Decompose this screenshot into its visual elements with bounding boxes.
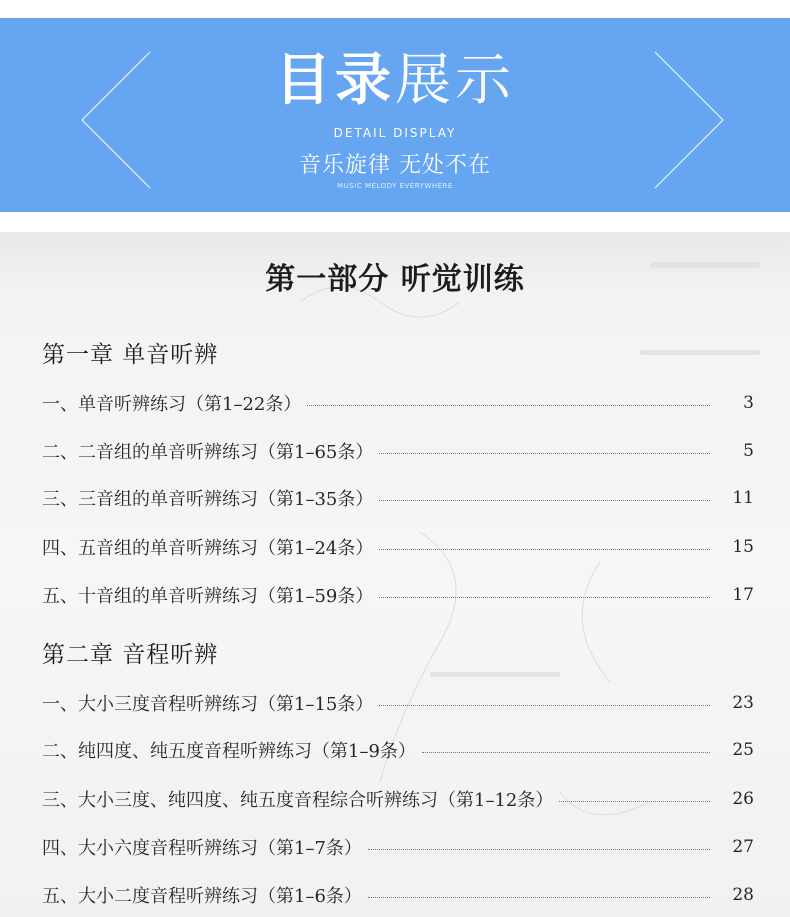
- toc-entry-page: 26: [732, 789, 754, 809]
- toc-entry[interactable]: [42, 582, 754, 608]
- dot-leader: [379, 549, 710, 550]
- part-title: 第一部分 听觉训练: [265, 262, 525, 297]
- toc-entry-label: 四、五音组的单音听辨练习（第1–24条）: [42, 538, 374, 559]
- toc-entry-page: 11: [732, 488, 754, 508]
- dot-leader: [368, 897, 710, 898]
- toc-entry-page: 3: [743, 393, 754, 413]
- header-banner: [0, 18, 790, 212]
- toc-entry-label: 二、二音组的单音听辨练习（第1–65条）: [42, 442, 374, 463]
- dot-leader: [559, 801, 710, 802]
- toc-entry-label: 二、纯四度、纯五度音程听辨练习（第1–9条）: [42, 741, 416, 762]
- toc-entry[interactable]: [42, 882, 754, 908]
- toc-entry[interactable]: [42, 786, 754, 812]
- toc-entry-page: 5: [743, 441, 754, 461]
- toc-entry-label: 四、大小六度音程听辨练习（第1–7条）: [42, 838, 362, 859]
- dot-leader: [368, 849, 710, 850]
- toc-entry-page: 17: [732, 585, 754, 605]
- toc-entry[interactable]: [42, 534, 754, 560]
- banner-slogan-en: MUSIC MELODY EVERYWHERE: [337, 182, 453, 190]
- toc-entry[interactable]: [42, 737, 754, 763]
- banner-title: [0, 46, 790, 116]
- banner-subtitle: DETAIL DISPLAY: [333, 126, 457, 140]
- toc-entry[interactable]: [42, 834, 754, 860]
- dot-leader: [307, 405, 710, 406]
- chapter-title: 第二章 音程听辨: [42, 642, 219, 668]
- toc-entry-label: 一、单音听辨练习（第1–22条）: [42, 394, 302, 415]
- toc-entry-label: 一、大小三度音程听辨练习（第1–15条）: [42, 694, 374, 715]
- toc-entry-label: 五、大小二度音程听辨练习（第1–6条）: [42, 886, 362, 907]
- toc-entry[interactable]: [42, 438, 754, 464]
- bleed-through-texture: [0, 232, 790, 917]
- toc-entry-label: 三、大小三度、纯四度、纯五度音程综合听辨练习（第1–12条）: [42, 790, 554, 811]
- banner-slogan: 音乐旋律 无处不在: [299, 153, 491, 178]
- banner-title-bold: 目录: [275, 48, 395, 113]
- toc-entry-page: 23: [732, 693, 754, 713]
- chapter-title: 第一章 单音听辨: [42, 342, 219, 368]
- banner-title-thin: 展示: [395, 48, 515, 113]
- dot-leader: [422, 752, 710, 753]
- toc-entry-page: 15: [732, 537, 754, 557]
- toc-page: [0, 232, 790, 917]
- toc-entry[interactable]: [42, 390, 754, 416]
- toc-entry-page: 28: [732, 885, 754, 905]
- toc-entry[interactable]: [42, 485, 754, 511]
- toc-entry-page: 27: [732, 837, 754, 857]
- dot-leader: [379, 597, 710, 598]
- toc-entry[interactable]: [42, 690, 754, 716]
- dot-leader: [379, 453, 710, 454]
- dot-leader: [379, 500, 710, 501]
- toc-entry-label: 五、十音组的单音听辨练习（第1–59条）: [42, 586, 374, 607]
- dot-leader: [379, 705, 710, 706]
- toc-entry-page: 25: [732, 740, 754, 760]
- toc-entry-label: 三、三音组的单音听辨练习（第1–35条）: [42, 489, 374, 510]
